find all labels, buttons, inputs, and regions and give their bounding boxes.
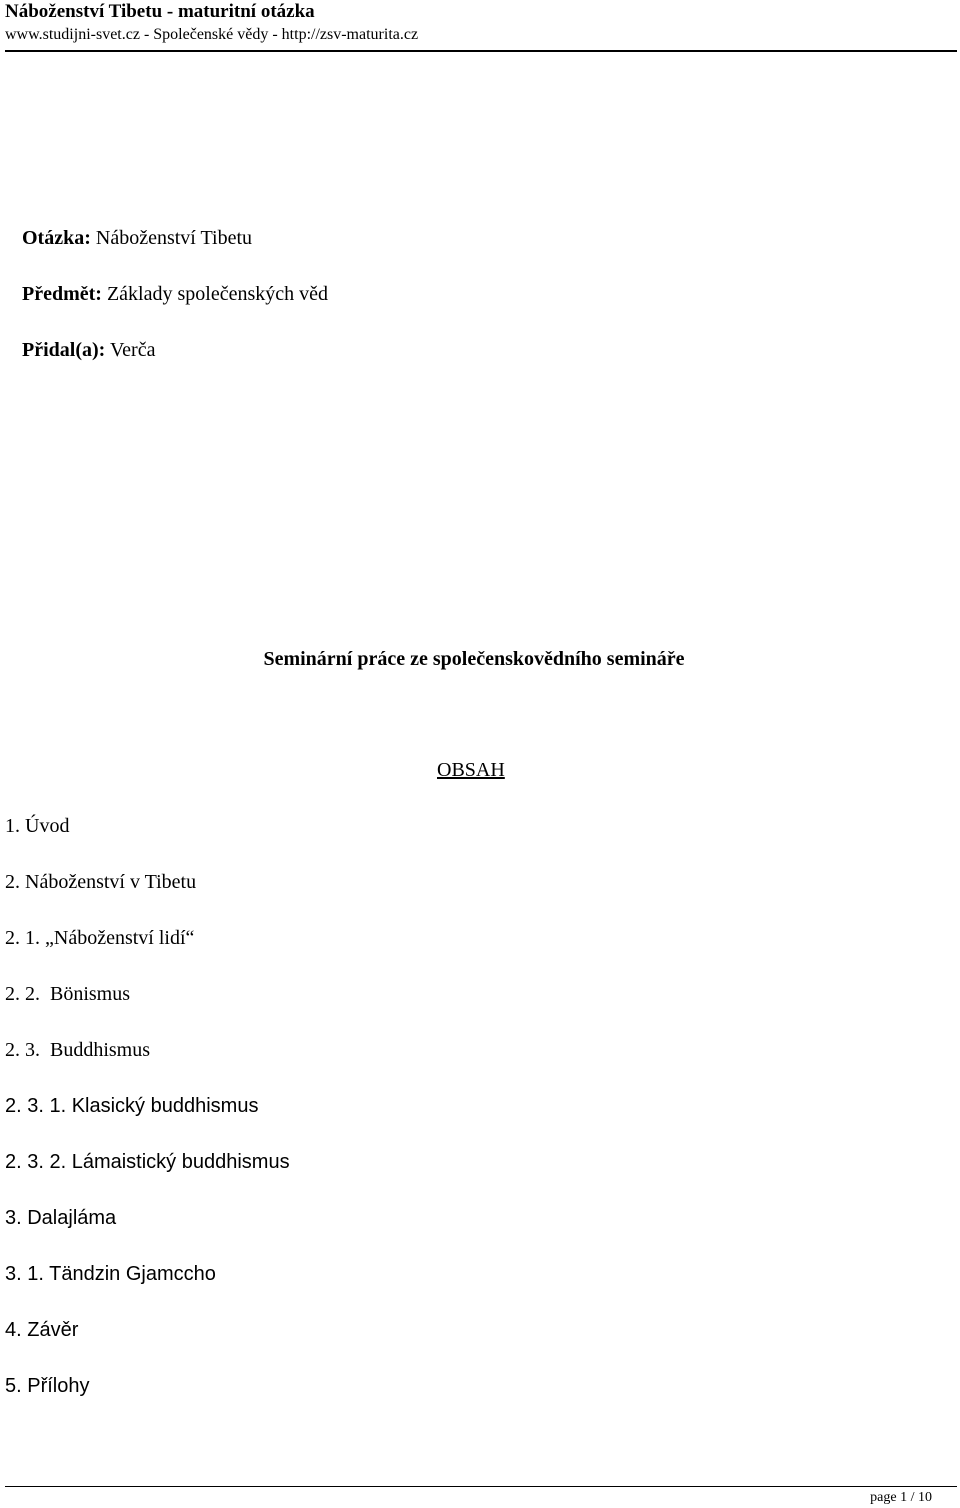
author-row	[22, 339, 155, 362]
toc-item: 3. 1. Tändzin Gjamccho	[5, 1263, 216, 1285]
question-row	[22, 227, 252, 250]
seminar-title: Seminární práce ze společenskovědního semináře	[263, 648, 685, 670]
document-title: Náboženství Tibetu - maturitní otázka	[5, 1, 315, 22]
toc-item: 2. 3. 1. Klasický buddhismus	[5, 1095, 259, 1117]
subject-label: Předmět:	[22, 283, 102, 305]
subject-value: Základy společenských věd	[106, 283, 328, 305]
question-label: Otázka:	[22, 227, 91, 249]
toc-item: 2. 3. 2. Lámaistický buddhismus	[5, 1151, 290, 1173]
source-line: www.studijni-svet.cz - Společenské vědy - http://zsv-maturita.cz	[5, 26, 419, 43]
toc-item: 2. 1. „Náboženství lidí“	[5, 927, 195, 949]
toc-heading: OBSAH	[437, 759, 505, 781]
page-number: page 1 / 10	[870, 1490, 932, 1505]
toc-item: 2. 2. Bönismus	[5, 983, 131, 1005]
toc-item: 2. Náboženství v Tibetu	[5, 871, 197, 893]
question-value: Náboženství Tibetu	[95, 227, 253, 249]
toc-item: 5. Přílohy	[5, 1375, 90, 1397]
author-label: Přidal(a):	[22, 339, 106, 361]
author-value: Verča	[109, 339, 156, 361]
subject-row	[22, 283, 328, 306]
toc-item: 2. 3. Buddhismus	[5, 1039, 151, 1061]
toc-item: 1. Úvod	[5, 815, 70, 837]
footer-divider	[5, 1486, 957, 1487]
header-divider	[5, 50, 957, 52]
toc-item: 3. Dalajláma	[5, 1207, 117, 1229]
toc-item: 4. Závěr	[5, 1319, 79, 1341]
